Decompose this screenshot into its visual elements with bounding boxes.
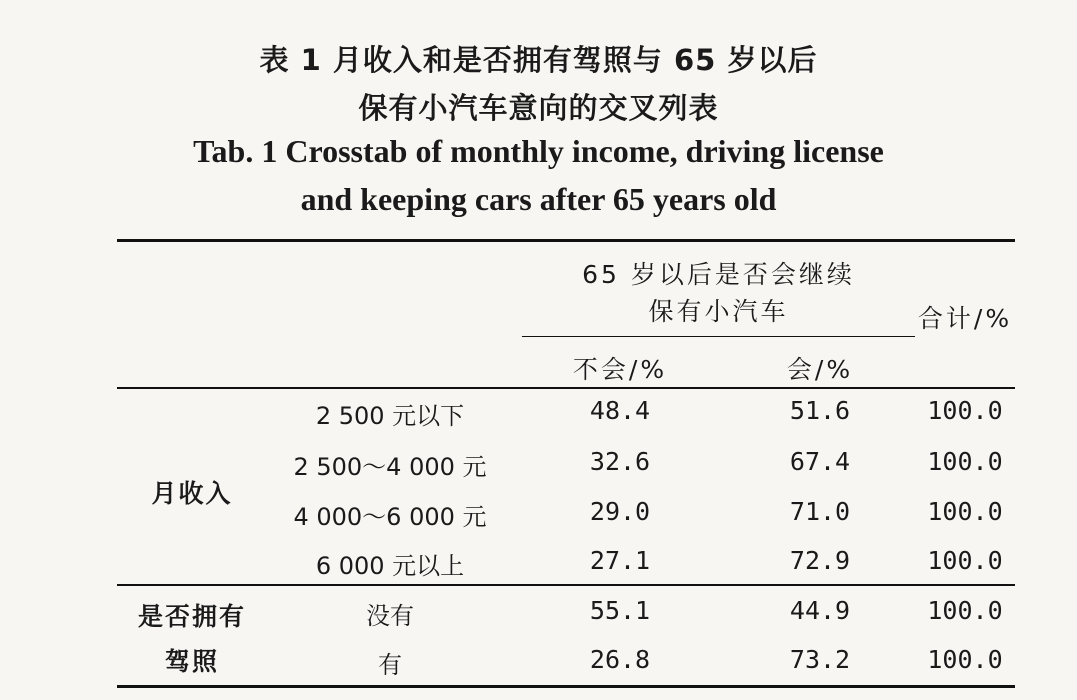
section-divider-rule xyxy=(117,584,1015,586)
row-label: 2 500 元以下 xyxy=(315,402,465,430)
header-group-line1: 65 岁以后是否会继续 xyxy=(582,260,855,289)
cell-total: 100.0 xyxy=(927,497,1003,526)
caption-cn-line2: 保有小汽车意向的交叉列表 xyxy=(358,91,719,125)
cell-yes: 44.9 xyxy=(789,596,851,625)
table-bottom-rule xyxy=(117,685,1015,688)
cell-total: 100.0 xyxy=(927,546,1003,575)
cell-no: 27.1 xyxy=(589,546,651,575)
caption-cn-line1: 表 1 月收入和是否拥有驾照与 65 岁以后 xyxy=(259,43,818,77)
table-top-rule xyxy=(117,239,1015,242)
cell-total: 100.0 xyxy=(927,447,1003,476)
cell-no: 29.0 xyxy=(589,497,651,526)
cell-total: 100.0 xyxy=(927,645,1003,674)
header-total: 合计/% xyxy=(917,304,1013,333)
cell-no: 32.6 xyxy=(589,447,651,476)
group-label-income: 月收入 xyxy=(151,479,233,508)
cell-no: 48.4 xyxy=(589,396,651,425)
row-label: 有 xyxy=(378,651,402,679)
cell-yes: 67.4 xyxy=(789,447,851,476)
header-yes: 会/% xyxy=(786,355,854,384)
row-label: 2 500～4 000 元 xyxy=(293,453,487,481)
cell-yes: 51.6 xyxy=(789,396,851,425)
caption-en-line1: Tab. 1 Crosstab of monthly income, driving license xyxy=(193,133,884,169)
group-label-license-line2: 驾照 xyxy=(164,647,219,676)
cell-yes: 71.0 xyxy=(789,497,851,526)
cell-yes: 73.2 xyxy=(789,645,851,674)
cell-no: 26.8 xyxy=(589,645,651,674)
header-bottom-rule xyxy=(117,387,1015,389)
row-label: 6 000 元以上 xyxy=(315,552,465,580)
header-group-rule xyxy=(522,336,915,337)
header-no: 不会/% xyxy=(572,355,668,384)
cell-total: 100.0 xyxy=(927,396,1003,425)
group-label-license-line1: 是否拥有 xyxy=(137,602,246,631)
cell-total: 100.0 xyxy=(927,596,1003,625)
header-group-line2: 保有小汽车 xyxy=(648,297,789,326)
cell-yes: 72.9 xyxy=(789,546,851,575)
caption-en-line2: and keeping cars after 65 years old xyxy=(300,181,777,217)
cell-no: 55.1 xyxy=(589,596,651,625)
row-label: 没有 xyxy=(366,602,414,630)
row-label: 4 000～6 000 元 xyxy=(293,503,487,531)
